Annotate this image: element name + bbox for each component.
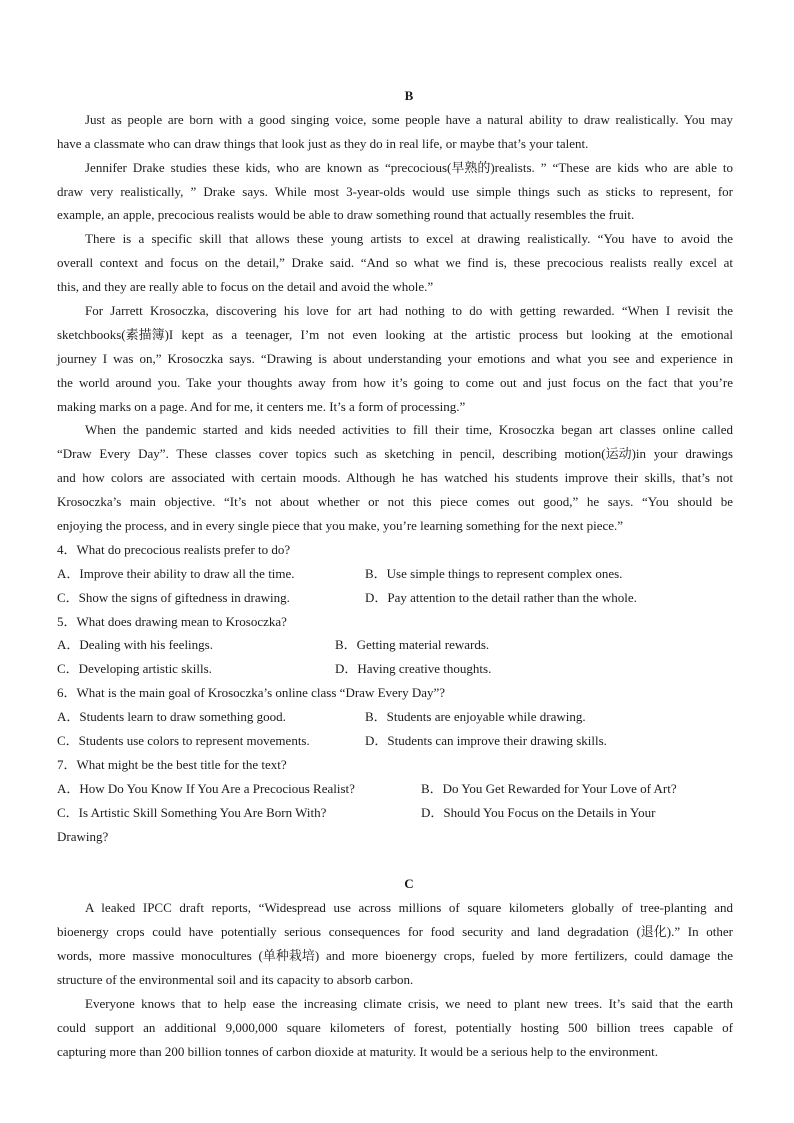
option-row <box>57 705 733 729</box>
passage-c-paragraph-1 <box>57 896 733 992</box>
passage-c-paragraph-2 <box>57 992 733 1064</box>
option-d: D．Pay attention to the detail rather than the whole. <box>365 589 637 605</box>
option-b: B．Students are enjoyable while drawing. <box>365 709 586 725</box>
text-line: structure of the environmental soil and its capacity to absorb carbon. <box>57 971 414 987</box>
text-line: words, more massive monocultures (单种栽培) and more bioenergy crops, fueled by more fertilizers, could damage the <box>57 948 733 964</box>
text-line: Jennifer Drake studies these kids, who are known as “precocious(早熟的)realists. ” “These are kids who are able to <box>85 159 733 175</box>
question-stem: 7．What might be the best title for the text? <box>57 756 287 772</box>
question-stem: 6．What is the main goal of Krosoczka’s online class “Draw Every Day”? <box>57 685 446 701</box>
option-d: D．Students can improve their drawing skills. <box>365 733 607 749</box>
passage-b-paragraph-1 <box>57 108 733 156</box>
option-b: B．Getting material rewards. <box>335 637 490 653</box>
text-line: could support an additional 9,000,000 square kilometers of forest, potentially hosting 500 billion trees capable of <box>57 1019 733 1035</box>
option-b: B．Do You Get Rewarded for Your Love of Art? <box>421 780 677 796</box>
option-row <box>57 729 733 753</box>
option-c: C．Developing artistic skills. <box>57 661 212 677</box>
text-line: have a classmate who can draw things that look just as they do in real life, or maybe that’s your talent. <box>57 135 589 151</box>
text-line: A leaked IPCC draft reports, “Widespread use across millions of square kilometers globally of tree-planting and <box>85 900 733 916</box>
question-stem: 4．What do precocious realists prefer to do? <box>57 541 291 557</box>
option-a: A．Improve their ability to draw all the time. <box>57 565 295 581</box>
option-a: A．How Do You Know If You Are a Precocious Realist? <box>57 780 355 796</box>
text-line: journey I was on,” Krosoczka says. “Drawing is about understanding your emotions and what you see and experience in <box>57 350 733 366</box>
text-line: overall context and focus on the detail,” Drake said. “And so what we find is, these precocious realists really excel at <box>57 255 733 271</box>
text-line: the world around you. Take your thoughts away from how it’s going to come out and just focus on the fact that you’re <box>57 374 733 390</box>
section-b-heading: B <box>404 88 414 103</box>
option-c: C．Students use colors to represent movements. <box>57 733 310 749</box>
question-7 <box>57 753 733 849</box>
option-c: C．Show the signs of giftedness in drawing. <box>57 589 290 605</box>
passage-b-paragraph-5 <box>57 418 733 537</box>
option-row <box>57 657 733 681</box>
text-line: Everyone knows that to help ease the increasing climate crisis, we need to plant new trees. It’s said that the earth <box>85 995 733 1011</box>
text-line: bioenergy crops could have potentially serious consequences for food security and land degradation (退化).” In other <box>57 924 733 940</box>
text-line: making marks on a page. And for me, it centers me. It’s a form of processing.” <box>57 398 466 414</box>
text-line: For Jarrett Krosoczka, discovering his love for art had nothing to do with getting rewarded. “When I revisit the <box>85 303 733 319</box>
passage-b-paragraph-2 <box>57 156 733 228</box>
text-line: There is a specific skill that allows these young artists to excel at drawing realistically. “You have to avoid the <box>85 231 733 247</box>
question-stem: 5．What does drawing mean to Krosoczka? <box>57 613 287 629</box>
text-line: Just as people are born with a good singing voice, some people have a natural ability to draw realistically. You may <box>85 111 733 127</box>
text-line: and how colors are associated with certain moods. Although he has watched his students improve their skills, that’s not <box>57 470 733 486</box>
text-line: “Draw Every Day”. These classes cover topics such as sketching in pencil, describing motion(运动)in your drawings <box>57 446 733 462</box>
option-d: D．Should You Focus on the Details in Your <box>421 804 656 820</box>
option-row <box>57 586 733 610</box>
option-a: A．Dealing with his feelings. <box>57 637 213 653</box>
option-row <box>57 801 733 825</box>
option-a: A．Students learn to draw something good. <box>57 709 286 725</box>
text-line: When the pandemic started and kids needed activities to fill their time, Krosoczka began art classes online called <box>85 422 733 438</box>
text-line: sketchbooks(素描簿)I kept as a teenager, I’m not even looking at the artistic process but looking at the emotional <box>57 326 733 342</box>
option-row <box>57 633 733 657</box>
option-row <box>57 777 733 801</box>
option-row <box>57 562 733 586</box>
text-line: example, an apple, precocious realists would be able to draw something round that actually resembles the fruit. <box>57 207 635 223</box>
text-line: this, and they are really able to focus on the detail and avoid the whole.” <box>57 279 434 295</box>
question-5 <box>57 610 733 682</box>
option-d-continued: Drawing? <box>57 828 109 844</box>
option-d: D．Having creative thoughts. <box>335 661 492 677</box>
text-line: Krosoczka’s main objective. “It’s not about whether or not this piece comes out good,” he says. “You should be <box>57 494 733 510</box>
passage-b-paragraph-3 <box>57 227 733 299</box>
passage-b-paragraph-4 <box>57 299 733 418</box>
section-c-heading: C <box>404 876 414 892</box>
content-column <box>57 84 733 1064</box>
question-6 <box>57 681 733 753</box>
text-line: capturing more than 200 billion tonnes of carbon dioxide at maturity. It would be a serious help to the environment. <box>57 1043 658 1059</box>
text-line: draw very realistically, ” Drake says. While most 3-year-olds would use simple things such as sticks to represent, for <box>57 183 733 199</box>
option-b: B．Use simple things to represent complex ones. <box>365 565 623 581</box>
text-line: enjoying the process, and in every single piece that you make, you’re learning something for the next piece.” <box>57 518 624 534</box>
option-c: C．Is Artistic Skill Something You Are Born With? <box>57 804 327 820</box>
question-4 <box>57 538 733 610</box>
